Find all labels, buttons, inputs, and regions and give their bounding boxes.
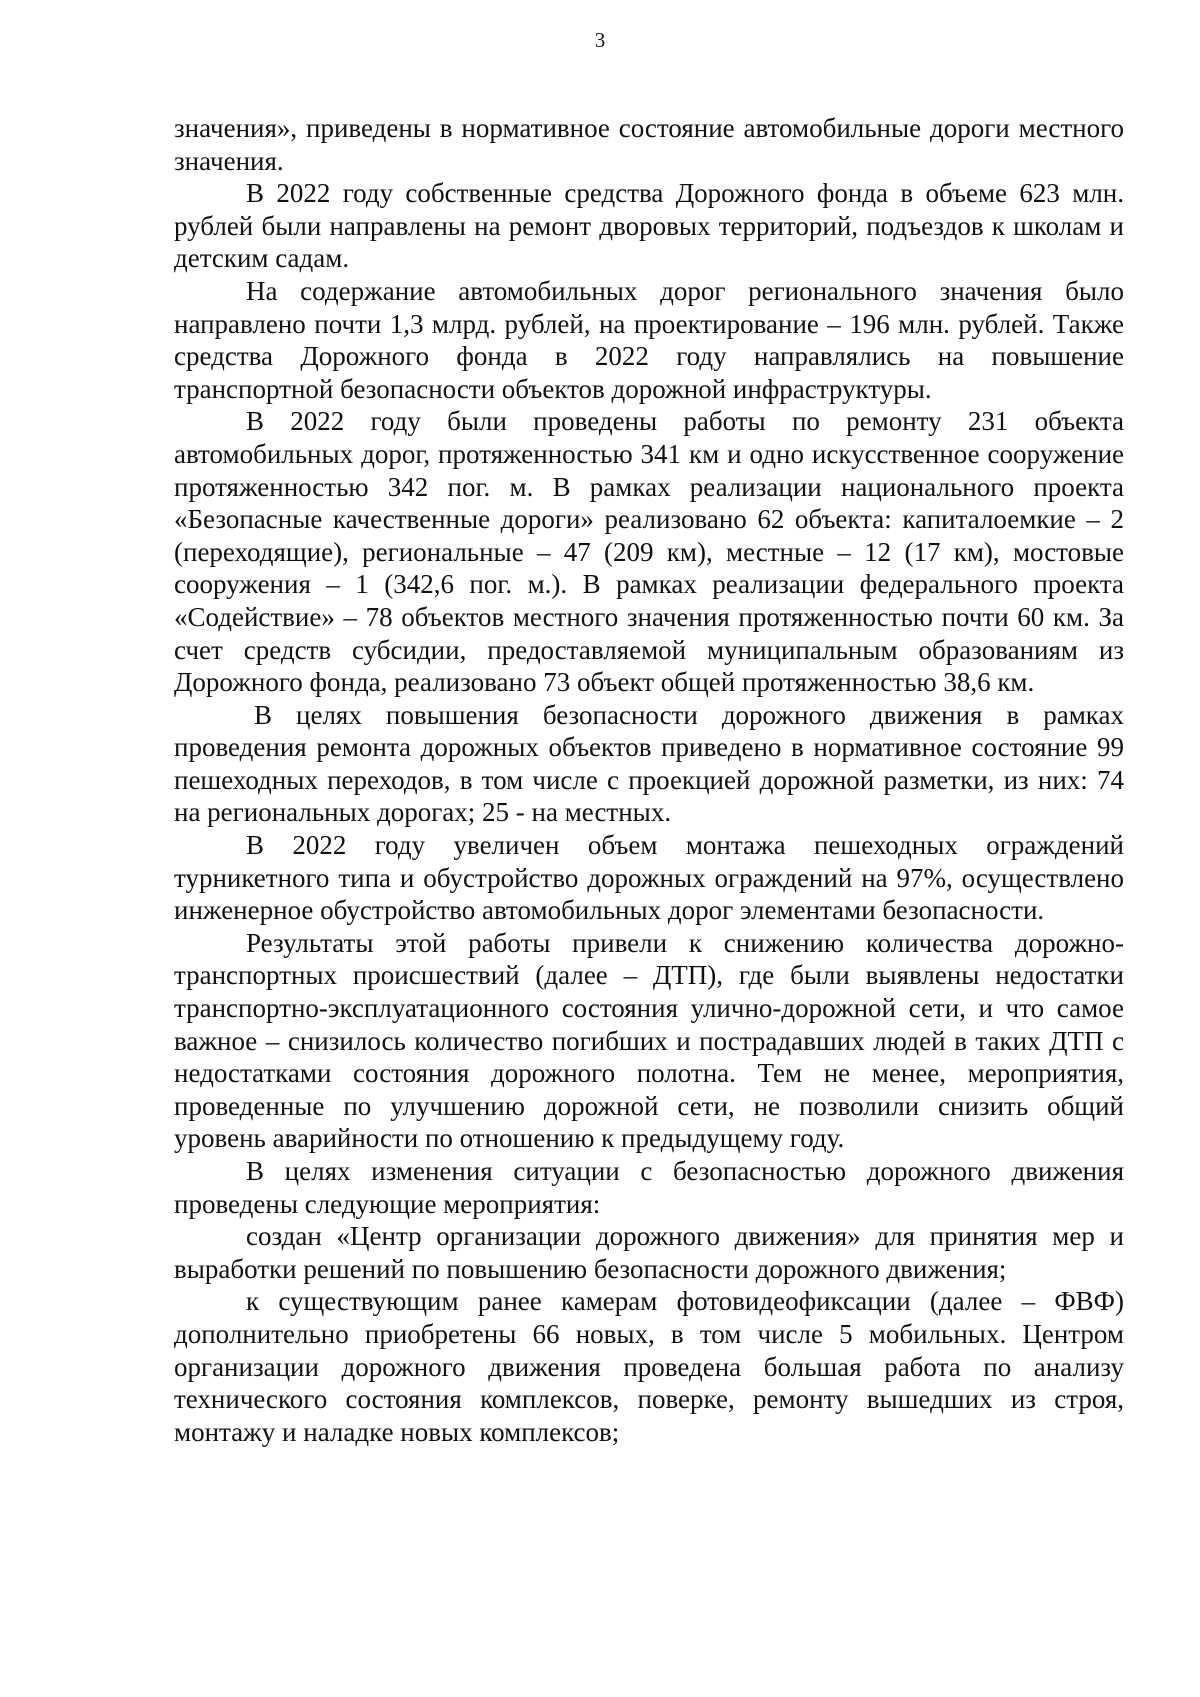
page-number: 3 [594,28,606,52]
paragraph-traffic-center: создан «Центр организации дорожного движения» для принятия мер и выработки решений по повышению безопасности дорожного движения; [174,1221,1124,1284]
paragraph-continuation: значения», приведены в нормативное состояние автомобильные дороги местного значения. [174,113,1124,176]
paragraph-road-repairs-2022: В 2022 году были проведены работы по ремонту 231 объекта автомобильных дорог, протяженностью 341 км и одно искусственное сооружение протяженностью 342 пог. м. В рамках реализации национального проекта «Безопасные качественные дороги» реализовано 62 объекта: капиталоемкие – 2 (переходящие), региональные – 47 (209 км), местные – 12 (17 км), мостовые сооружения – 1 (342,6 пог. м.). В рамках реализации федерального проекта «Содействие» – 78 объектов местного значения протяженностью почти 60 км. За счет средств субсидии, предоставляемой муниципальным образованиям из Дорожного фонда, реализовано 73 объект общей протяженностью 38,6 км. [174,406,1124,698]
paragraph-barriers: В 2022 году увеличен объем монтажа пешеходных ограждений турникетного типа и обустройство дорожных ограждений на 97%, осуществлено инженерное обустройство автомобильных дорог элементами безопасности. [174,830,1124,926]
paragraph-cameras: к существующим ранее камерам фотовидеофиксации (далее – ФВФ) дополнительно приобретены 66 новых, в том числе 5 мобильных. Центром организации дорожного движения проведена большая работа по анализу технического состояния комплексов, поверке, ремонту вышедших из строя, монтажу и наладке новых комплексов; [174,1286,1124,1447]
paragraph-accident-results: Результаты этой работы привели к снижению количества дорожно-транспортных происшествий (далее – ДТП), где были выявлены недостатки транспортно-эксплуатационного состояния улично-дорожной сети, и что самое важное – снизилось количество погибших и пострадавших людей в таких ДТП с недостатками состояния дорожного полотна. Тем не менее, мероприятия, проведенные по улучшению дорожной сети, не позволили снизить общий уровень аварийности по отношению к предыдущему году. [174,927,1124,1154]
document-body [174,112,1124,1448]
paragraph-pedestrian-crossings: В целях повышения безопасности дорожного движения в рамках проведения ремонта дорожных объектов приведено в нормативное состояние 99 пешеходных переходов, в том числе с проекцией дорожной разметки, из них: 74 на региональных дорогах; 25 - на местных. [174,699,1124,828]
paragraph-road-maintenance: На содержание автомобильных дорог регионального значения было направлено почти 1,3 млрд. рублей, на проектирование – 196 млн. рублей. Также средства Дорожного фонда в 2022 году направлялись на повышение транспортной безопасности объектов дорожной инфраструктуры. [174,275,1124,404]
paragraph-road-fund-courtyards: В 2022 году собственные средства Дорожного фонда в объеме 623 млн. рублей были направлены на ремонт дворовых территорий, подъездов к школам и детским садам. [174,178,1124,274]
paragraph-measures-intro: В целях изменения ситуации с безопасностью дорожного движения проведены следующие мероприятия: [174,1156,1124,1219]
